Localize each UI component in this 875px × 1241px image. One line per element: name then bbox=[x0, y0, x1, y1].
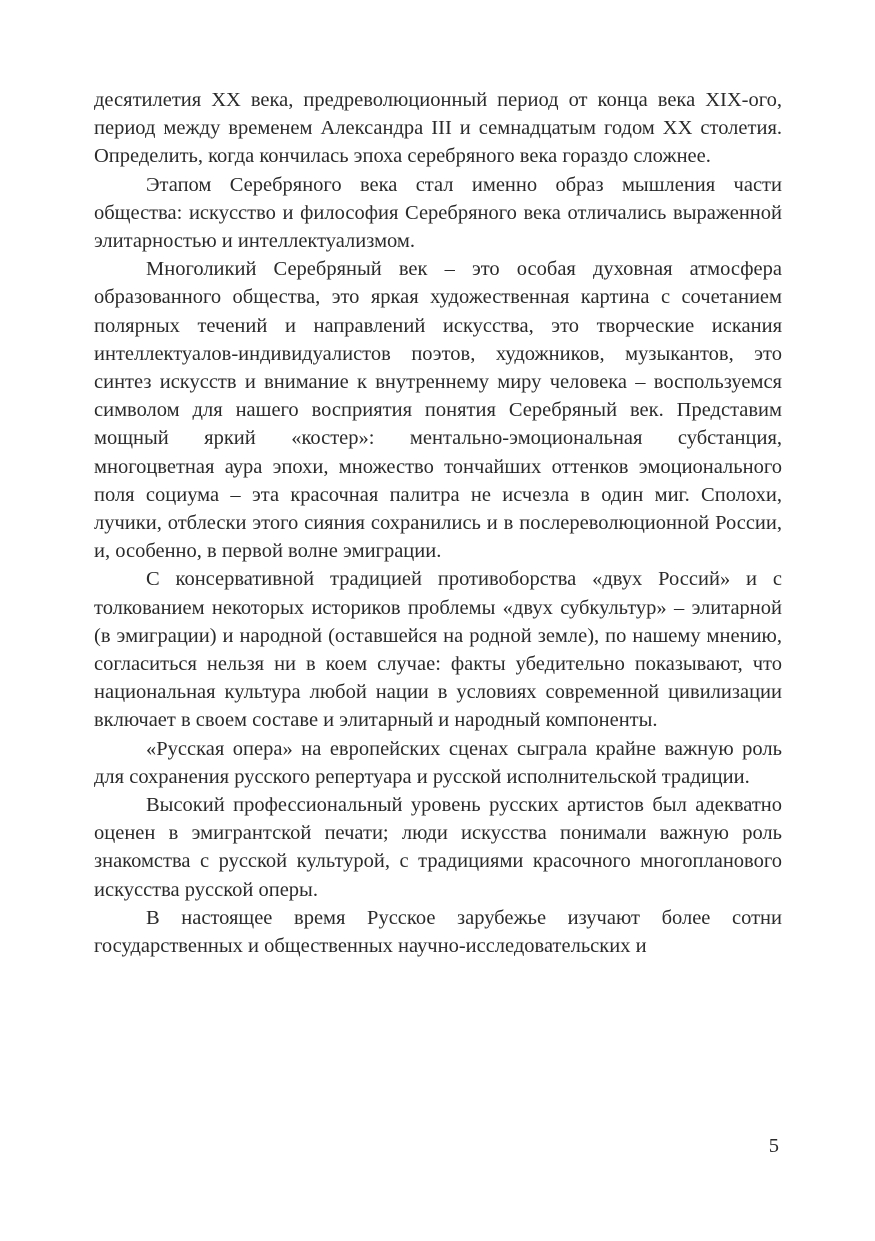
paragraph: С консервативной традицией противоборства «двух Россий» и с толкованием некоторых историков проблемы «двух субкультур» – элитарной (в эмиграции) и народной (оставшейся на родной земле), по нашему мнению, согласиться нельзя ни в коем случае: факты убедительно показывают, что национальная культура любой нации в условиях современной цивилизации включает в своем составе и элитарный и народный компоненты. bbox=[94, 568, 782, 732]
page-number: 5 bbox=[768, 1135, 779, 1157]
body-text bbox=[94, 86, 782, 960]
paragraph: Многоликий Серебряный век – это особая духовная атмосфера образованного общества, это яркая художественная картина с сочетанием полярных течений и направлений искусства, это творческие искания интеллектуалов-индивидуалистов поэтов, художников, музыкантов, это синтез искусств и внимание к внутреннему миру человека – воспользуемся символом для нашего восприятия понятия Серебряный век. Представим мощный яркий «костер»: ментально-эмоциональная субстанция, многоцветная аура эпохи, множество тончайших оттенков эмоционального поля социума – эта красочная палитра не исчезла в один миг. Сполохи, лучики, отблески этого сияния сохранились и в послереволюционной России, и, особенно, в первой волне эмиграции. bbox=[94, 258, 782, 563]
paragraph-continuation: десятилетия XX века, предреволюционный период от конца века XIX-ого, период между временем Александра III и семнадцатым годом XX столетия. Определить, когда кончилась эпоха серебряного века гораздо сложнее. bbox=[94, 89, 782, 168]
paragraph: Высокий профессиональный уровень русских артистов был адекватно оценен в эмигрантской печати; люди искусства понимали важную роль знакомства с русской культурой, с традициями красочного многопланового искусства русской оперы. bbox=[94, 794, 782, 901]
paragraph: «Русская опера» на европейских сценах сыграла крайне важную роль для сохранения русского репертуара и русской исполнительской традиции. bbox=[94, 737, 782, 788]
paragraph: Этапом Серебряного века стал именно образ мышления части общества: искусство и философия Серебряного века отличались выраженной элитарностью и интеллектуализмом. bbox=[94, 173, 782, 253]
paragraph-truncated: В настоящее время Русское зарубежье изучают более сотни государственных и общественных научно-исследовательских и bbox=[94, 906, 782, 958]
